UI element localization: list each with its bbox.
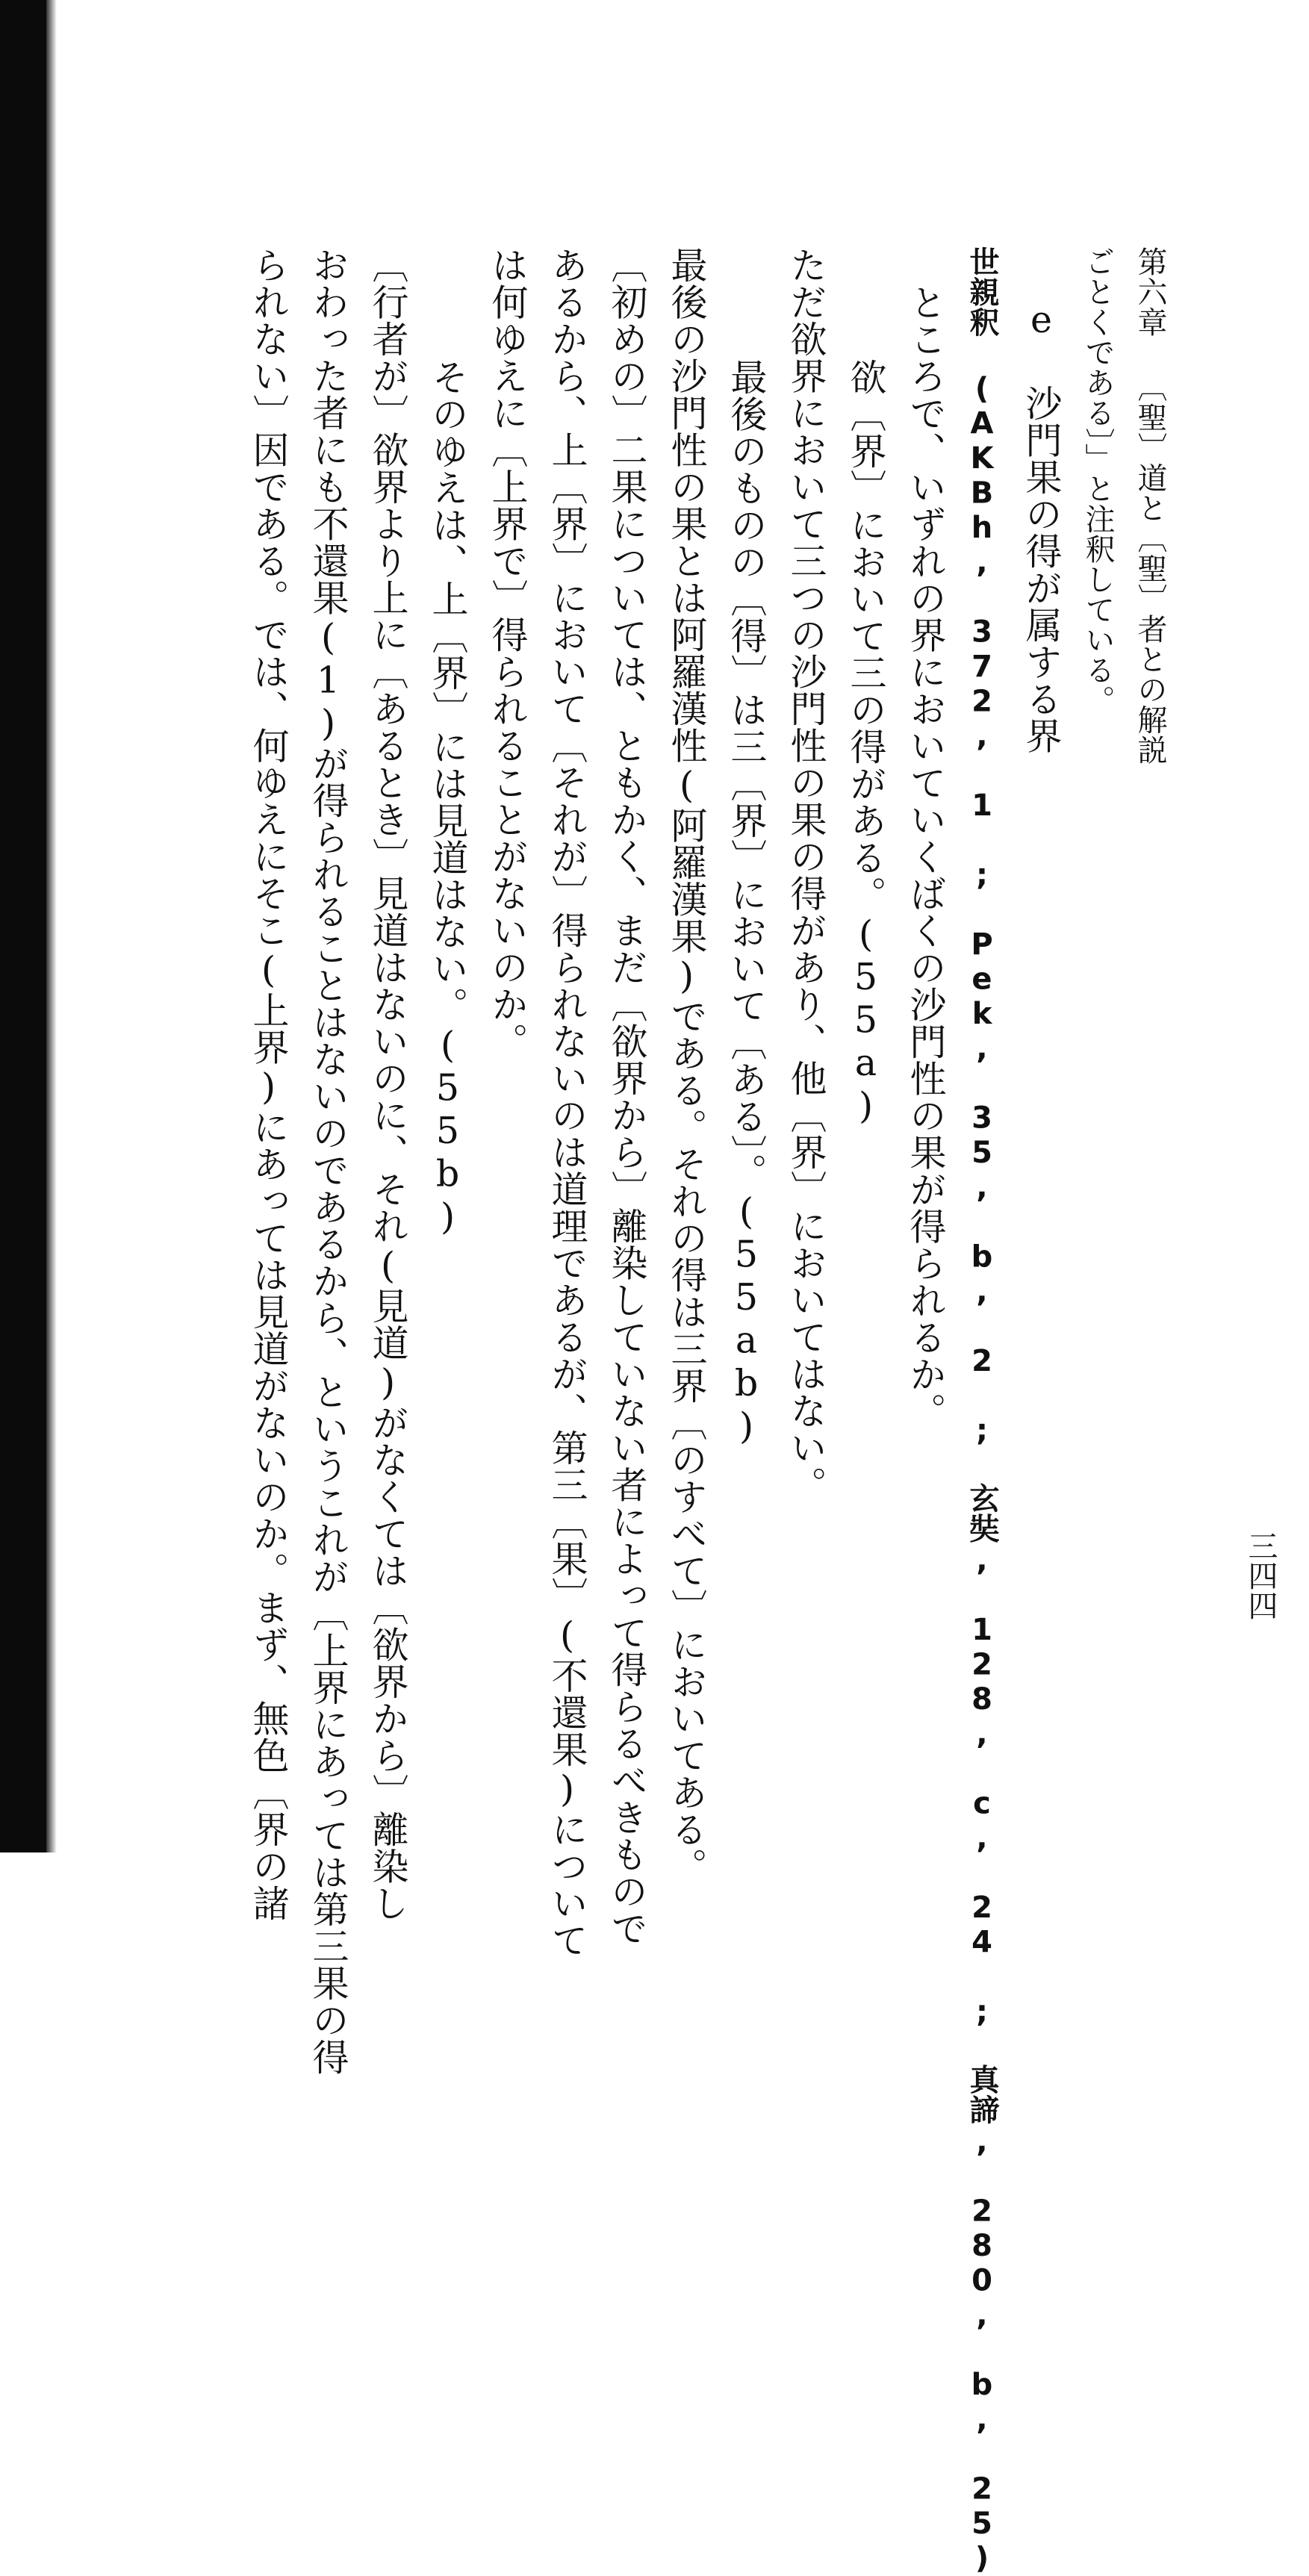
- page-number: 三四四: [1243, 1531, 1278, 1620]
- text-line-4: ところで、いずれの界においていくばくの沙門性の果が得られるか。: [904, 284, 947, 1430]
- verse-55a: 欲〔界〕において三の得がある。(55a): [845, 358, 887, 1127]
- text-line-8: 最後の沙門性の果とは阿羅漢性(阿羅漢果)である。それの得は三界〔のすべて〕においてある。: [665, 246, 708, 1885]
- text-line-15: られない〕因である。では、何ゆえにそこ(上界)にあっては見道がないのか。まず、無色〔界の諸: [247, 246, 290, 1922]
- running-head: 第六章 〔聖〕道と〔聖〕者との解説: [1133, 246, 1167, 765]
- verse-55ab: 最後のものの〔得〕は三〔界〕において〔ある〕。(55ab): [725, 358, 768, 1448]
- text-line-14: おわった者にも不還果(1)が得られることはないのであるから、というこれが〔上界にあっては第三果の得: [307, 246, 349, 2076]
- text-line-11: は何ゆえに〔上界で〕得られることがないのか。: [486, 246, 529, 1060]
- text-line-13: 〔行者が〕欲界より上に〔あるとき〕見道はないのに、それ(見道)がなくては〔欲界から〕離染し: [367, 246, 409, 1922]
- scan-binding-edge: [0, 0, 46, 1852]
- text-line-6: ただ欲界において三つの沙門性の果の得があり、他〔界〕においてはない。: [785, 246, 827, 1503]
- page-body: [149, 246, 1278, 2576]
- section-heading: e 沙門果の得が属する界: [1020, 299, 1063, 754]
- verse-55b: そのゆえは、上〔界〕には見道はない。(55b): [426, 358, 469, 1239]
- text-line-1: ごとくである〕」と注釈している。: [1081, 246, 1115, 715]
- commentary-citation: 世親釈 (AKBh, 372, 1 ; Pek, 35, b, 2 ; 玄奘, 128, c, 24 ; 真諦, 280, b, 25): [965, 246, 999, 2576]
- text-line-9: 〔初めの〕二果については、ともかく、まだ〔欲界から〕離染していない者によって得らるべきもので: [606, 246, 648, 1947]
- text-line-10: あるから、上〔界〕において〔それが〕得られないのは道理であるが、第三〔果〕(不還果)について: [546, 246, 588, 1959]
